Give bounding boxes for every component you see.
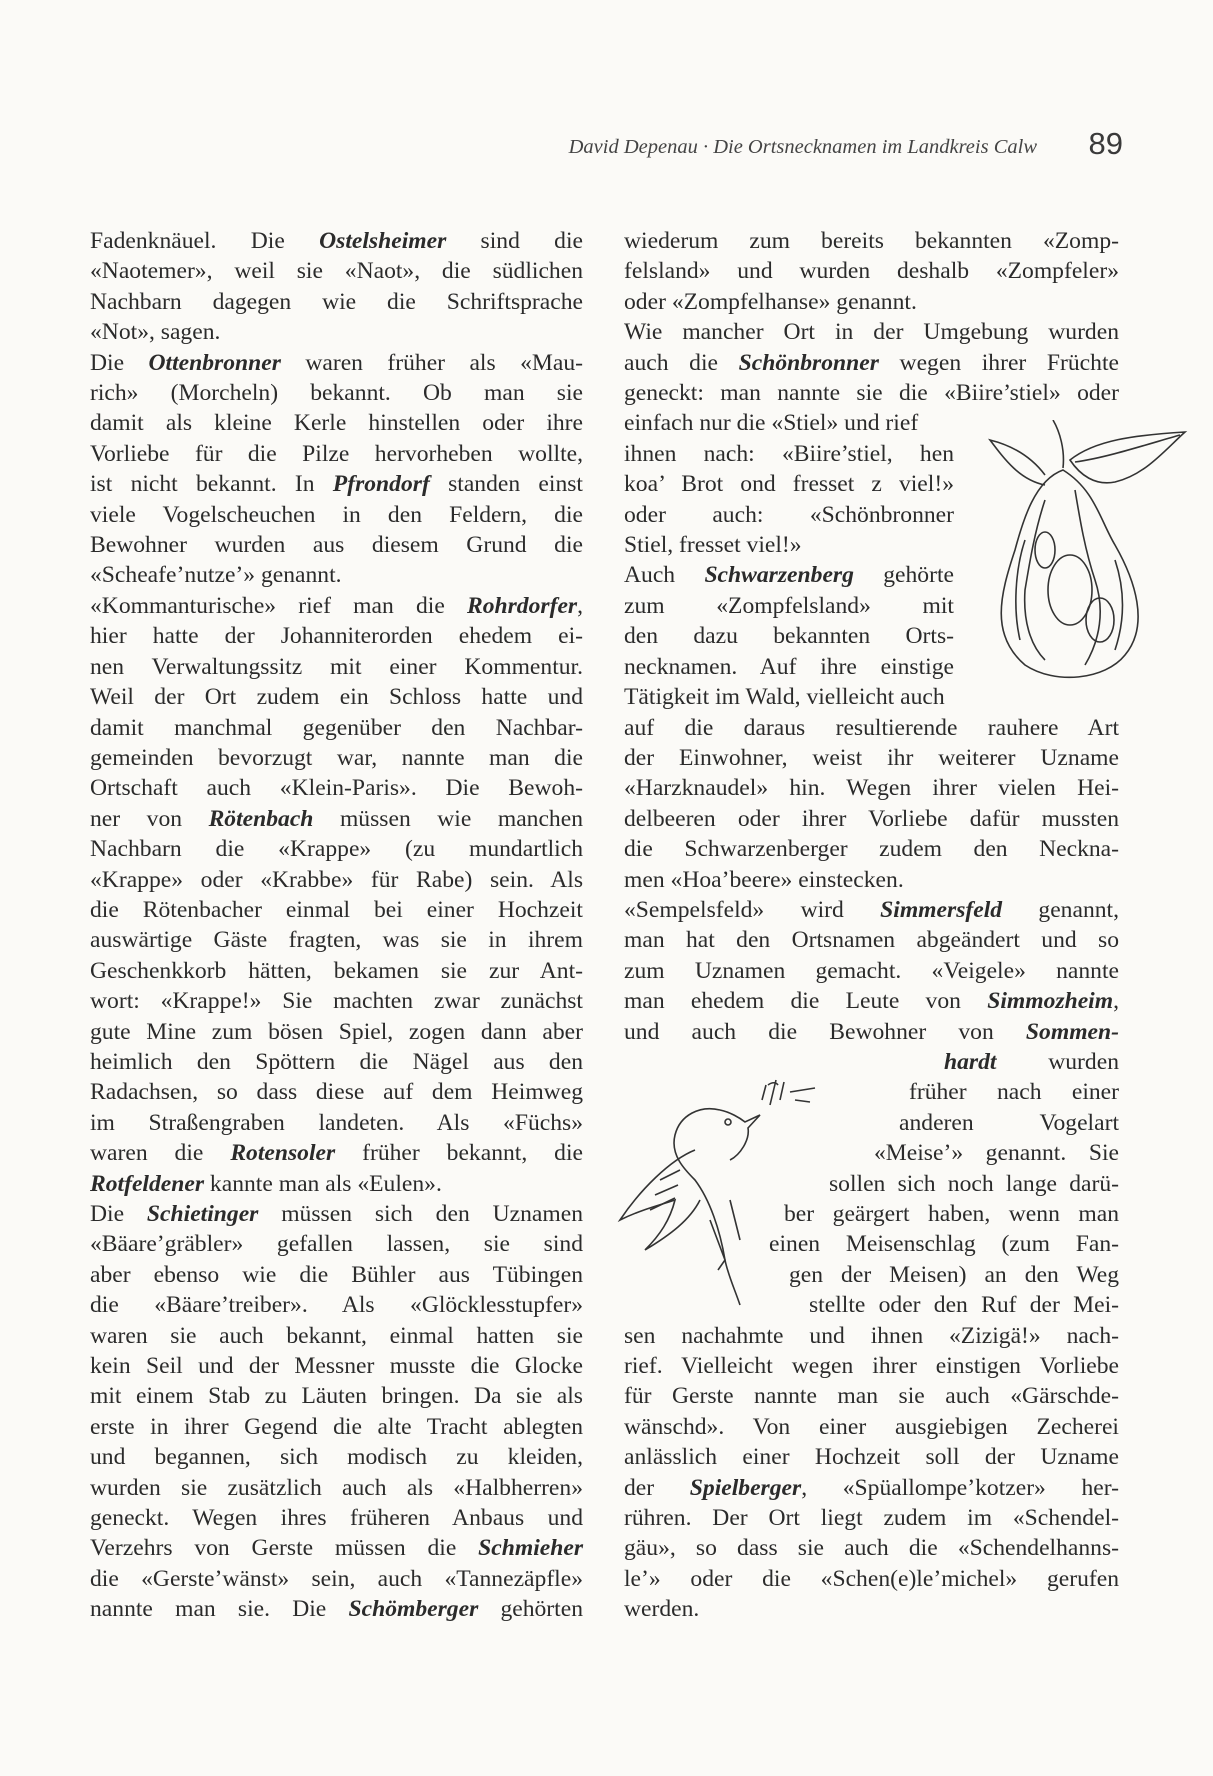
running-head: David Depenau · Die Ortsnecknamen im Landkreis Calw <box>568 136 1037 158</box>
place-name: Pfrondorf <box>332 471 430 498</box>
place-name: Spielberger <box>689 1474 802 1501</box>
place-name: Rotensoler <box>230 1140 336 1167</box>
paragraph-schietingen: Die Schietinger müssen sich den Uznamen «Bäare’gräbler» gefallen lassen, sie sind aber ebenso wie die Bühler aus Tübingen die «Bäare’treiber». Als «Glöcklesstupfer» waren sie auch bekannt, einmal hatten sie kein Seil und der Messner musste die Glocke mit einem Stab zu Läuten bringen. Da sie als erste in ihrer Gegend die alte Tracht ablegten und begannen, sich modisch zu kleiden, wurden sie zusätzlich auch als «Halbherren» geneckt. Wegen ihres früheren Anbaus und Verzehrs von Gerste müssen die Schmieher die «Gerste’wänst» sein, auch «Tannezäpfle» nannte man sie. Die Schömberger gehörten <box>90 1201 583 1623</box>
paragraph-zompfelsland: wiederum zum bereits bekannten «Zomp- felsland» und wurden deshalb «Zompfeler» oder «Zompfelhanse» genannt. <box>624 228 1119 315</box>
page-number: 89 <box>1088 126 1123 161</box>
paragraph-ostelsheim: Fadenknäuel. Die Ostelsheimer sind die «Naotemer», weil sie «Naot», die südlichen Nachbarn dagegen wie die Schriftsprache «Not», sagen. <box>90 228 583 346</box>
singing-bird-sketch-icon <box>600 1060 880 1310</box>
place-name: Simmozheim <box>987 988 1114 1015</box>
place-name: Schwarzenberg <box>704 562 854 589</box>
page-header <box>0 118 1213 168</box>
place-name: Ottenbronner <box>148 349 281 376</box>
place-name: Rötenbach <box>208 805 314 832</box>
place-name: Rotfeldener <box>90 1170 205 1197</box>
paragraph-simmersfeld: «Sempelsfeld» wird Simmersfeld genannt, man hat den Ortsnamen abgeändert und so zum Uznamen gemacht. «Veigele» nannte man ehedem die Leute von Simmozheim, und auch die Bewohner von Sommen- hardt wurden früher nach einer anderen Vogelart «Meise’» genannt. Sie sollen sich noch lange darü- ber geärgert haben, wenn man einen Meisenschlag (zum Fan- gen der Meisen) an den Weg stellte oder den Ruf der Mei- sen nachahmte und ihnen «Zizigä!» nach- rief. Vielleicht wegen ihrer einstigen Vorliebe für Gerste nannte man sie auch «Gärschde- wänschd». Von einer ausgiebigen Zecherei anlässlich einer Hochzeit soll der Uzname der Spielberger, «Spüallompe’kotzer» her- rühren. Der Ort liegt zudem im «Schendel- gäu», so dass sie auch die «Schendelhanns- le’» oder die «Schen(e)le’michel» gerufen werden. <box>624 896 1119 1623</box>
paragraph-rohrdorf: «Kommanturische» rief man die Rohrdorfer, hier hatte der Johanniterorden ehedem ei- nen Verwaltungssitz mit einer Kommentur. Weil der Ort zudem ein Schloss hatte und damit manchmal gegenüber den Nachbar- gemeinden bevorzugt war, nannte man die Ortschaft auch «Klein-Paris». Die Bewoh- ner von Rötenbach müssen wie manchen Nachbarn die «Krappe» (zu mundartlich «Krappe» oder «Krabbe» für Rabe) sein. Als die Rötenbacher einmal bei einer Hochzeit auswärtige Gäste fragten, was sie in ihrem Geschenkkorb hätten, bekamen sie zur Ant- wort: «Krappe!» Sie machten zwar zunächst gute Mine zum bösen Spiel, zogen dann aber heimlich den Spöttern die Nägel aus den Radachsen, so dass diese auf dem Heimweg im Straßengraben landeten. Als «Füchs» waren die Rotensoler früher bekannt, die Rotfeldener kannte man als «Eulen». <box>90 592 583 1197</box>
paragraph-schwarzenberg: Auch Schwarzenberg gehörte zum «Zompfelsland» mit den dazu bekannten Orts- necknamen. Auf ihre einstige Tätigkeit im Wald, vielleicht auch auf die daraus resultierende rauhere Art der Einwohner, weist ihr weiterer Uzname «Harzknaudel» hin. Wegen ihrer vielen Hei- delbeeren oder ihrer Vorliebe dafür mussten die Schwarzenberger zudem den Neckna- men «Hoa’beere» einstecken. <box>624 562 1119 893</box>
pear-sketch-icon <box>975 420 1205 690</box>
paragraph-ottenbronn: Die Ottenbronner waren früher als «Mau- rich» (Morcheln) bekannt. Ob man sie damit als kleine Kerle hinstellen oder ihre Vorliebe für die Pilze hervorheben wollte, ist nicht bekannt. In Pfrondorf standen einst viele Vogelscheuchen in den Feldern, die Bewohner wurden aus diesem Grund die «Scheafe’nutze’» genannt. <box>90 349 583 589</box>
place-name: Ostelsheimer <box>319 228 447 254</box>
place-name: Schömberger <box>348 1596 479 1623</box>
place-name: Simmersfeld <box>880 896 1003 923</box>
place-name: Schönbronner <box>738 349 879 376</box>
paragraph-schoenbronn: Wie mancher Ort in der Umgebung wurden auch die Schönbronner wegen ihrer Früchte geneckt: man nannte sie die «Biire’stiel» oder einfach nur die «Stiel» und rief ihnen nach: «Biire’stiel, hen koa’ Brot ond fresset z viel!» oder auch: «Schönbronner Stiel, fresset viel!» <box>624 319 1119 559</box>
place-name: Schietinger <box>146 1201 259 1227</box>
place-name: Rohrdorfer <box>466 592 578 619</box>
left-column <box>90 226 583 1625</box>
place-name: Schmieher <box>478 1535 583 1562</box>
